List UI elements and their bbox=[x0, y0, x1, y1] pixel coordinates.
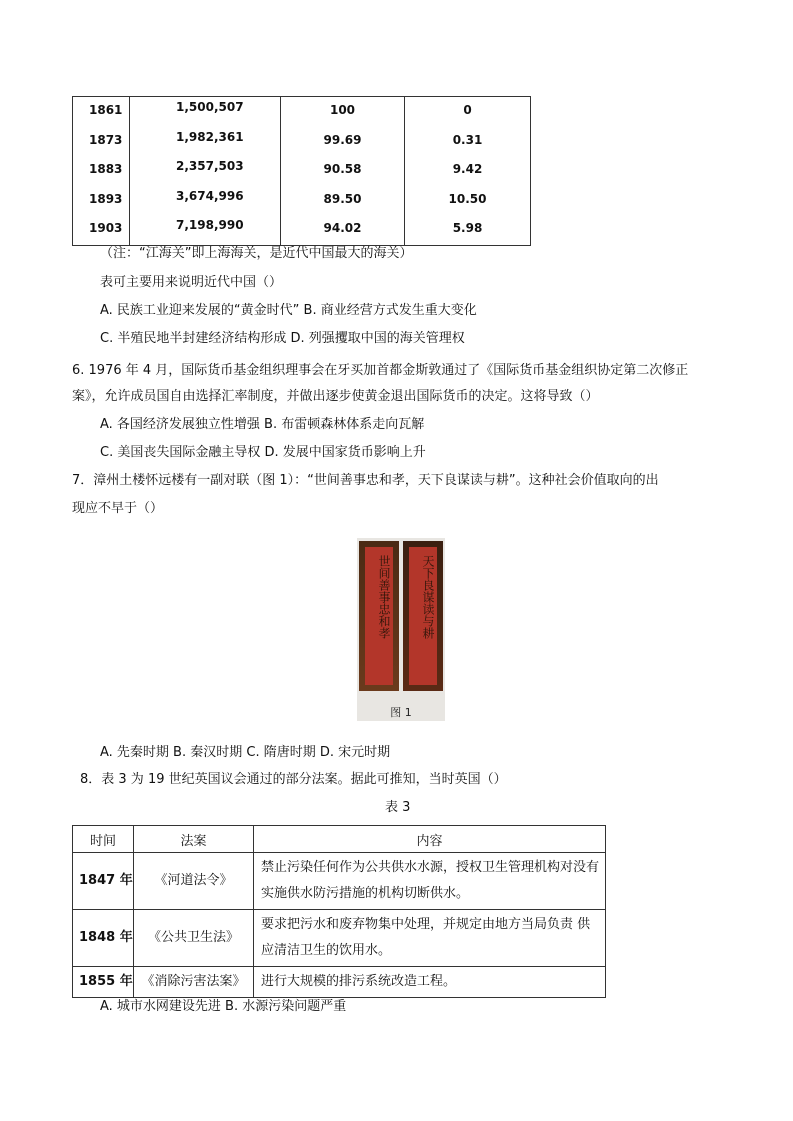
couplet-figure bbox=[357, 538, 445, 721]
table-cell: 1893 bbox=[89, 191, 123, 206]
table-cell: 1883 bbox=[89, 162, 123, 177]
table-cell: 100 bbox=[329, 103, 356, 117]
table-cell: 9.42 bbox=[452, 162, 483, 177]
couplet-right-scroll bbox=[403, 541, 443, 691]
table-cell: 0 bbox=[463, 103, 472, 117]
table-cell: 0.31 bbox=[452, 132, 483, 147]
table-cell: 2,357,503 bbox=[176, 159, 244, 174]
table-cell: 94.02 bbox=[323, 221, 362, 236]
header-content: 内容 bbox=[254, 826, 606, 853]
figure-caption: 图 1 bbox=[390, 706, 412, 719]
table-cell: 7,198,990 bbox=[176, 218, 244, 233]
table-cell: 90.58 bbox=[323, 162, 362, 177]
row-content: 进行大规模的排污系统改造工程。 bbox=[254, 967, 606, 998]
table-cell: 1,982,361 bbox=[176, 129, 244, 144]
q7-stem-2: 现应不早于（） bbox=[72, 501, 164, 516]
percent-column-b bbox=[405, 97, 531, 246]
table-header-row bbox=[73, 826, 606, 853]
table-note: （注：“江海关”即上海海关，是近代中国最大的海关） bbox=[100, 246, 413, 261]
table-cell: 1873 bbox=[89, 132, 123, 147]
customs-data-table bbox=[72, 96, 531, 246]
q8-table-title: 表 3 bbox=[385, 800, 411, 815]
row-year: 1847 年 bbox=[73, 853, 134, 910]
q8-stem: 8．表 3 为 19 世纪英国议会通过的部分法案。据此可推知，当时英国（） bbox=[80, 772, 507, 787]
q6-options-1: A. 各国经济发展独立性增强 B. 布雷顿森林体系走向瓦解 bbox=[100, 417, 425, 432]
table-cell: 10.50 bbox=[448, 191, 487, 206]
q5-stem: 表可主要用来说明近代中国（） bbox=[100, 275, 283, 290]
q6-options-2: C. 美国丧失国际金融主导权 D. 发展中国家货币影响上升 bbox=[100, 445, 426, 460]
header-act: 法案 bbox=[134, 826, 254, 853]
couplet-left-text: 世间善事忠和孝 bbox=[377, 555, 391, 639]
percent-column-a bbox=[281, 97, 405, 246]
q6-stem-1: 6. 1976 年 4 月，国际货币基金组织理事会在牙买加首都金斯敦通过了《国际货币基金组织协定第二次修正 bbox=[72, 363, 689, 378]
q7-options: A. 先秦时期 B. 秦汉时期 C. 隋唐时期 D. 宋元时期 bbox=[100, 745, 391, 760]
q6-stem-2: 案》，允许成员国自由选择汇率制度，并做出逐步使黄金退出国际货币的决定。这将导致（） bbox=[72, 389, 599, 404]
table-cell: 1861 bbox=[89, 103, 123, 117]
row-act: 《公共卫生法》 bbox=[134, 910, 254, 967]
value-column bbox=[130, 97, 281, 246]
table-row bbox=[73, 853, 606, 910]
table-cell: 1903 bbox=[89, 221, 123, 236]
table-cell: 5.98 bbox=[452, 221, 483, 236]
row-content: 禁止污染任何作为公共供水水源，授权卫生管理机构对没有实施供水防污措施的机构切断供水。 bbox=[254, 853, 606, 910]
year-column bbox=[73, 97, 130, 246]
table-row bbox=[73, 967, 606, 998]
row-content: 要求把污水和废弃物集中处理，并规定由地方当局负责 供应清洁卫生的饮用水。 bbox=[254, 910, 606, 967]
couplet-right-text: 天下良谋读与耕 bbox=[421, 555, 435, 639]
header-time: 时间 bbox=[73, 826, 134, 853]
acts-table bbox=[72, 825, 606, 998]
q8-options-1: A. 城市水网建设先进 B. 水源污染问题严重 bbox=[100, 999, 347, 1014]
couplet-left-scroll bbox=[359, 541, 399, 691]
table-cell: 1,500,507 bbox=[176, 100, 244, 114]
q5-options-1: A. 民族工业迎来发展的“黄金时代” B. 商业经营方式发生重大变化 bbox=[100, 303, 477, 318]
row-year: 1855 年 bbox=[73, 967, 134, 998]
row-act: 《河道法令》 bbox=[134, 853, 254, 910]
table-row bbox=[73, 910, 606, 967]
row-act: 《消除污害法案》 bbox=[134, 967, 254, 998]
table-cell: 89.50 bbox=[323, 191, 362, 206]
table-cell: 3,674,996 bbox=[176, 188, 244, 203]
row-year: 1848 年 bbox=[73, 910, 134, 967]
q7-stem-1: 7．漳州土楼怀远楼有一副对联（图 1）：“世间善事忠和孝，天下良谋读与耕”。这种社会价值取向的出 bbox=[72, 473, 659, 488]
q5-options-2: C. 半殖民地半封建经济结构形成 D. 列强攫取中国的海关管理权 bbox=[100, 331, 465, 346]
table-cell: 99.69 bbox=[323, 132, 362, 147]
